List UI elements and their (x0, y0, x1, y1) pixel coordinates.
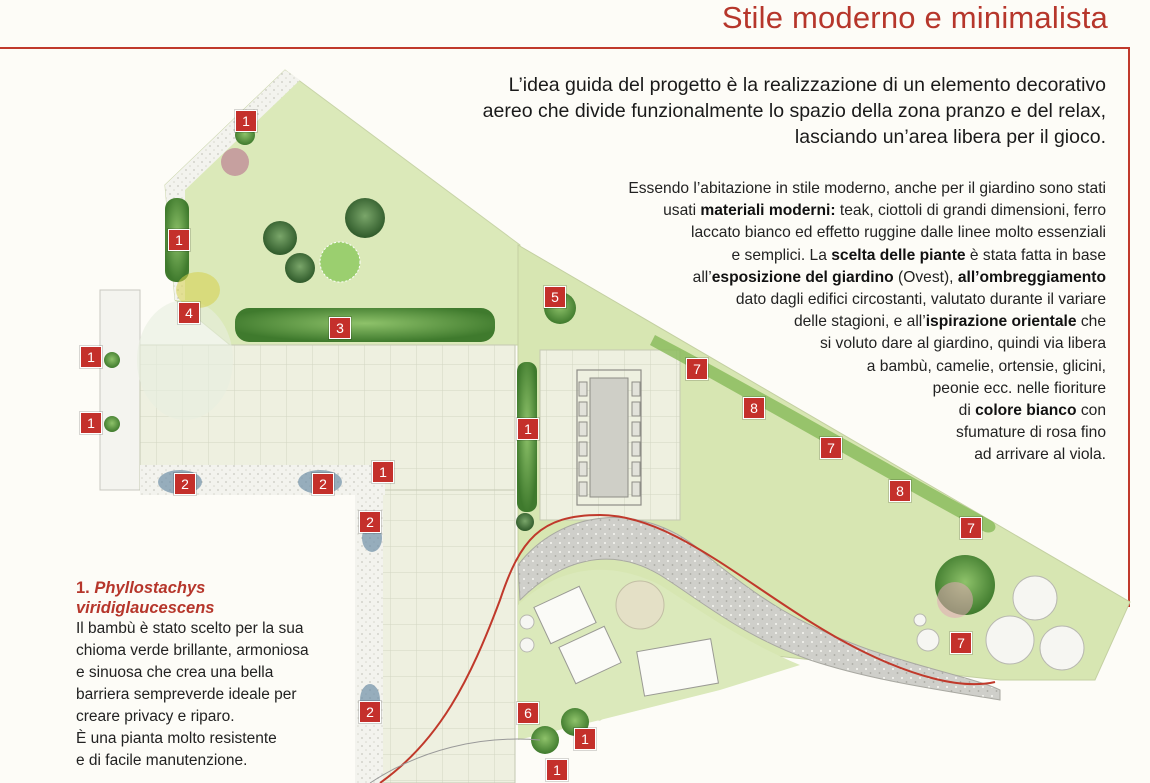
body-text-segment: è stata fatta in base (965, 246, 1106, 264)
body-text-segment: Essendo l’abitazione in stile moderno, anche per il giardino sono stati (628, 180, 1106, 197)
body-text-bold: all’ombreggiamento (957, 268, 1106, 286)
body-text-segment: e semplici. La (731, 246, 832, 264)
caption-name-1: Phyllostachys (94, 579, 206, 597)
description-text (546, 178, 1106, 467)
caption-number: 1. (76, 579, 90, 597)
body-text-segment: all’ (692, 268, 712, 286)
body-text-segment: peonie ecc. nelle fioriture (932, 379, 1106, 397)
caption-line: barriera sempreverde ideale per (76, 686, 297, 703)
body-text-segment: di (958, 402, 976, 420)
plant-label: 5 (544, 286, 566, 308)
plant-label: 4 (178, 302, 200, 324)
intro-line: aereo che divide funzionalmente lo spazio della zona pranzo e del relax, (482, 100, 1106, 122)
body-text-segment: teak, ciottoli di grandi dimensioni, ferro (835, 202, 1106, 220)
body-text-segment: si voluto dare al giardino, quindi via libera (819, 335, 1106, 353)
body-text-segment: sfumature di rosa fino (956, 424, 1106, 442)
body-text-segment: ad arrivare al viola. (974, 446, 1106, 464)
body-text-segment: con (1076, 402, 1106, 420)
plant-label: 1 (546, 759, 568, 781)
caption-line: Il bambù è stato scelto per la sua (76, 620, 304, 637)
plant-label: 2 (312, 473, 334, 495)
plant-label: 1 (517, 418, 539, 440)
caption-line: creare privacy e riparo. (76, 708, 235, 725)
caption-line: È una pianta molto resistente (76, 730, 277, 747)
plant-label: 3 (329, 317, 351, 339)
intro-text (466, 72, 1106, 150)
plant-label: 1 (80, 346, 102, 368)
page-title: Stile moderno e minimalista (721, 0, 1108, 35)
plant-caption (76, 578, 336, 772)
plant-label: 2 (359, 701, 381, 723)
plant-label: 1 (372, 461, 394, 483)
plant-label: 1 (80, 412, 102, 434)
body-text-segment: dato dagli edifici circostanti, valutato durante il variare (735, 291, 1106, 309)
plant-label: 8 (743, 397, 765, 419)
body-text-bold: colore bianco (975, 402, 1077, 420)
intro-line: lasciando un’area libera per il gioco. (794, 126, 1106, 148)
caption-line: chioma verde brillante, armoniosa (76, 642, 309, 659)
plant-label: 2 (174, 473, 196, 495)
hedge-3 (235, 308, 495, 342)
body-text-bold: esposizione del giardino (711, 268, 894, 286)
plant-label: 7 (950, 632, 972, 654)
body-text-segment: (Ovest), (893, 268, 958, 286)
body-text-segment: delle stagioni, e all’ (793, 313, 926, 331)
plant-label: 1 (168, 229, 190, 251)
plant-label: 7 (686, 358, 708, 380)
caption-line: e sinuosa che crea una bella (76, 664, 274, 681)
body-text-bold: ispirazione orientale (925, 313, 1077, 331)
caption-title (76, 578, 336, 618)
body-text-bold: scelta delle piante (831, 246, 966, 264)
plant-label: 8 (889, 480, 911, 502)
plant-label: 7 (820, 437, 842, 459)
body-text-segment: usati (663, 202, 701, 220)
caption-line: e di facile manutenzione. (76, 752, 248, 769)
plant-label: 6 (517, 702, 539, 724)
plant-label: 1 (235, 110, 257, 132)
plant-label: 2 (359, 511, 381, 533)
plant-label: 1 (574, 728, 596, 750)
body-text-segment: laccato bianco ed effetto ruggine dalle linee molto essenziali (691, 224, 1106, 242)
caption-name-2: viridiglaucescens (76, 599, 215, 617)
body-text-segment: a bambù, camelie, ortensie, glicini, (866, 357, 1106, 375)
body-text-bold: materiali moderni: (700, 202, 836, 220)
plant-label: 7 (960, 517, 982, 539)
body-text-segment: che (1076, 313, 1106, 331)
intro-line: L’idea guida del progetto è la realizzazione di un elemento decorativo (508, 74, 1106, 96)
